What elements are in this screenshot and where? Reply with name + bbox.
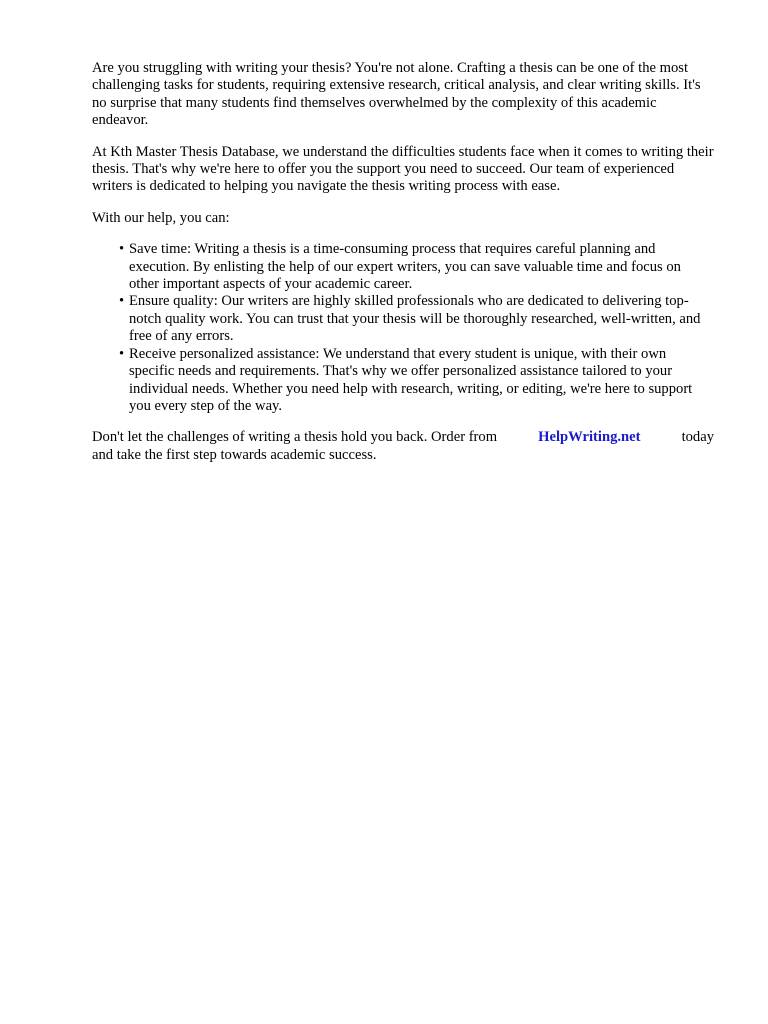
closing-paragraph [92, 429, 714, 464]
list-item-text: Receive personalized assistance: We understand that every student is unique, with their own specific needs and requirements. That's why we offer personalized assistance tailored to your individual needs. Whether you need help with research, writing, or editing, we're here to support you every step of the way. [129, 345, 693, 414]
closing-text-after-link: today [681, 429, 714, 446]
document-page [92, 60, 714, 464]
closing-text-before-link: Don't let the challenges of writing a thesis hold you back. Order from [92, 429, 498, 446]
list-item [119, 345, 714, 416]
helpwriting-link[interactable]: HelpWriting.net [538, 429, 641, 446]
list-item [119, 241, 714, 293]
intro-paragraph: Are you struggling with writing your thesis? You're not alone. Crafting a thesis can be one of the most challenging tasks for students, requiring extensive research, critical analysis, and clear writing skills. It's no surprise that many students find themselves overwhelmed by the complexity of this academic endeavor. [92, 60, 701, 129]
bullet-icon: • [119, 241, 125, 258]
closing-first-line [92, 429, 714, 446]
about-paragraph: At Kth Master Thesis Database, we understand the difficulties students face when it comes to writing their thesis. That's why we're here to offer you the support you need to succeed. Our team of experienced writers is dedicated to helping you navigate the thesis writing process with ease. [92, 143, 714, 195]
bullet-icon: • [119, 345, 125, 362]
bullet-icon: • [119, 293, 125, 310]
list-item [119, 293, 714, 345]
benefits-list [92, 241, 714, 415]
list-item-text: Save time: Writing a thesis is a time-consuming process that requires careful planning and execution. By enlisting the help of our expert writers, you can save valuable time and focus on other important aspects of your academic career. [129, 241, 681, 293]
help-intro-paragraph: With our help, you can: [92, 209, 230, 226]
closing-second-line: and take the first step towards academic success. [92, 446, 377, 463]
list-item-text: Ensure quality: Our writers are highly skilled professionals who are dedicated to delivering top-notch quality work. You can trust that your thesis will be thoroughly researched, well-written, and free of any errors. [129, 293, 701, 345]
